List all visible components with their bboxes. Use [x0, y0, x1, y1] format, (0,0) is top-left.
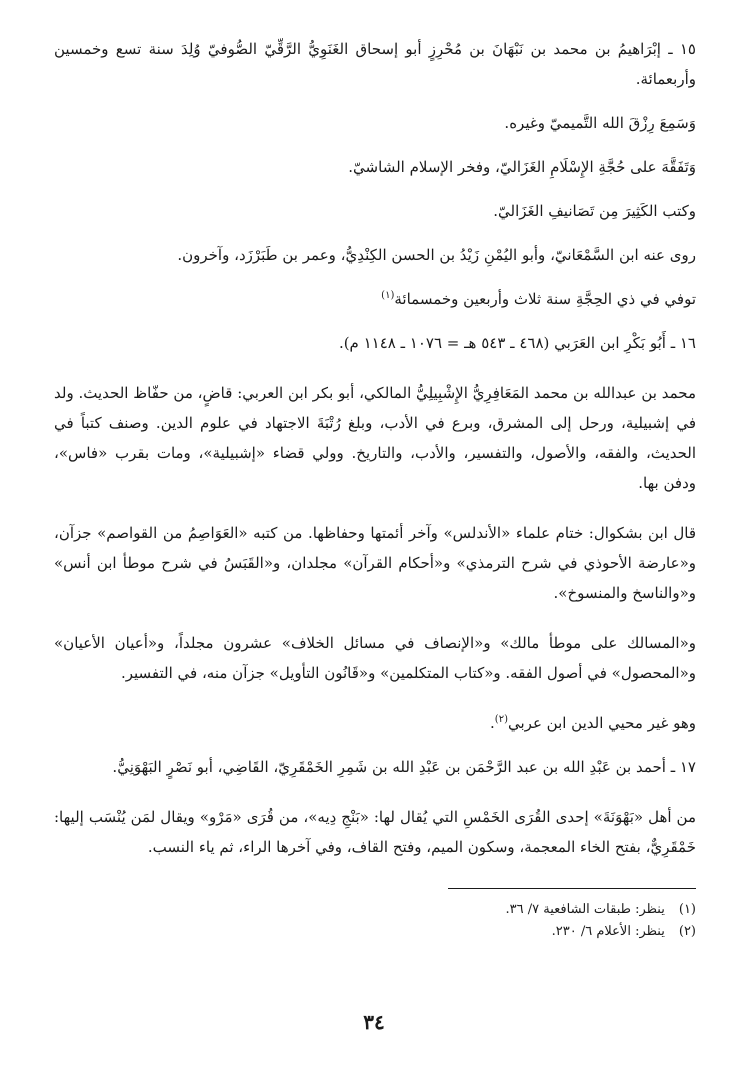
entry-15-teacher: وَسَمِعَ رِزْقَ الله التَّميميّ وغيره.	[504, 114, 696, 132]
entry-17-bio: من أهل «بَهْوَنَةَ» إحدى القُرَى الخَمْسِ التي يُقال لها: «بَنْجِ دِيه»، من قُرَى «مَرْو» ويقال لمَن يُنْسَب إليها: خَمْقَرِيٌّ، بفتح الخاء المعجمة، وسكون الميم، وفتح القاف، وفي آخرها الراء، ثم ياء النسب.	[54, 808, 696, 856]
footnote-divider	[448, 888, 696, 889]
entry-16-ibn-bashkuwal: قال ابن بشكوال: ختام علماء «الأندلس» وآخر أئمتها وحفاظها. من كتبه «العَوَاصِمُ من القواصم» جزآن، و«عارضة الأحوذي في شرح الترمذي» و«أحكام القرآن» مجلدان، و«القَبَسُ في شرح موطأ ابن أنس» و«والناسخ والمنسوخ».	[54, 524, 696, 602]
footnote-text: ينظر: الأعلام ٦/ ٢٣٠.	[551, 924, 665, 939]
entry-16-heading: ١٦ ـ أَبُو بَكْرِ ابن العَرَبي (٤٦٨ ـ ٥٤٣ هـ = ١٠٧٦ ـ ١١٤٨ م).	[338, 334, 696, 352]
entry-15-study: وَتَفَقَّهَ على حُجَّةِ الإِسْلَامِ الغَزَاليّ، وفخر الإسلام الشاشيّ.	[348, 158, 696, 176]
footnote-2	[54, 921, 696, 943]
note-end: .	[490, 714, 495, 732]
footnote-ref-2: (٢)	[494, 714, 508, 725]
entry-15-heading: ١٥ ـ إبْرَاهيمُ بن محمد بن نَبْهَانَ بن مُحْرِزٍ أبو إسحاق الغَنَوِيُّ الرَّقِّيّ الصُّوفيّ وُلِدَ سنة تسع وخمسين وأربعمائة.	[54, 40, 696, 88]
entry-16-bio: محمد بن عبدالله بن محمد المَعَافِرِيُّ الإِشْبِيلِيُّ المالكي، أبو بكر ابن العربي: قاضٍ، من حفّاظ الحديث. ولد في إشبيلية، ورحل إلى المشرق، وبرع في الأدب، وبلغ رُتْبَةَ الاجتهاد في علوم الدين. وصنف كتباً في الحديث، والفقه، والأصول، والتفسير، والأدب، والتاريخ. وولي قضاء «إشبيلية»، ومات بقرب «فاس»، ودفن بها.	[54, 384, 696, 492]
entry-17-heading: ١٧ ـ أحمد بن عَبْدِ الله بن عبد الرَّحْمَن بن عَبْدِ الله بن شَمِرِ الخَمْقَرِيّ، القَاضِي، أبو نَصْرٍ البَهْوَنِيُّ.	[112, 758, 696, 776]
footnote-text: ينظر: طبقات الشافعية ٧/ ٣٦.	[505, 902, 665, 917]
footnote-number: (١)	[678, 902, 696, 917]
entry-15-writings: وكتب الكَثِيرَ مِن تَصَانيفِ الغَزَاليّ.	[493, 202, 696, 220]
entry-16-works: و«المسالك على موطأ مالك» و«الإنصاف في مسائل الخلاف» عشرون مجلداً، و«أعيان الأعيان» و«المحصول» في أصول الفقه. و«كتاب المتكلمين» و«قَانُون التأويل» جزآن منه، في التفسير.	[54, 634, 696, 682]
entry-15-students: روى عنه ابن السَّمْعَانيّ، وأبو اليُمْنِ زَيْدُ بن الحسن الكِنْدِيُّ، وعمر بن طَبَرْزَد، وآخرون.	[177, 246, 696, 264]
note-text: وهو غير محيي الدين ابن عربي	[507, 714, 696, 732]
footnote-1	[54, 899, 696, 921]
footnote-number: (٢)	[678, 924, 696, 939]
footnote-ref-1: (١)	[381, 290, 395, 301]
entry-15-death	[54, 284, 696, 314]
footnotes	[54, 899, 696, 943]
page-number: ٣٤	[363, 1010, 385, 1034]
death-text: توفي في ذي الحِجَّةِ سنة ثلاث وأربعين وخمسمائة	[394, 290, 696, 308]
entry-16-note	[54, 708, 696, 738]
